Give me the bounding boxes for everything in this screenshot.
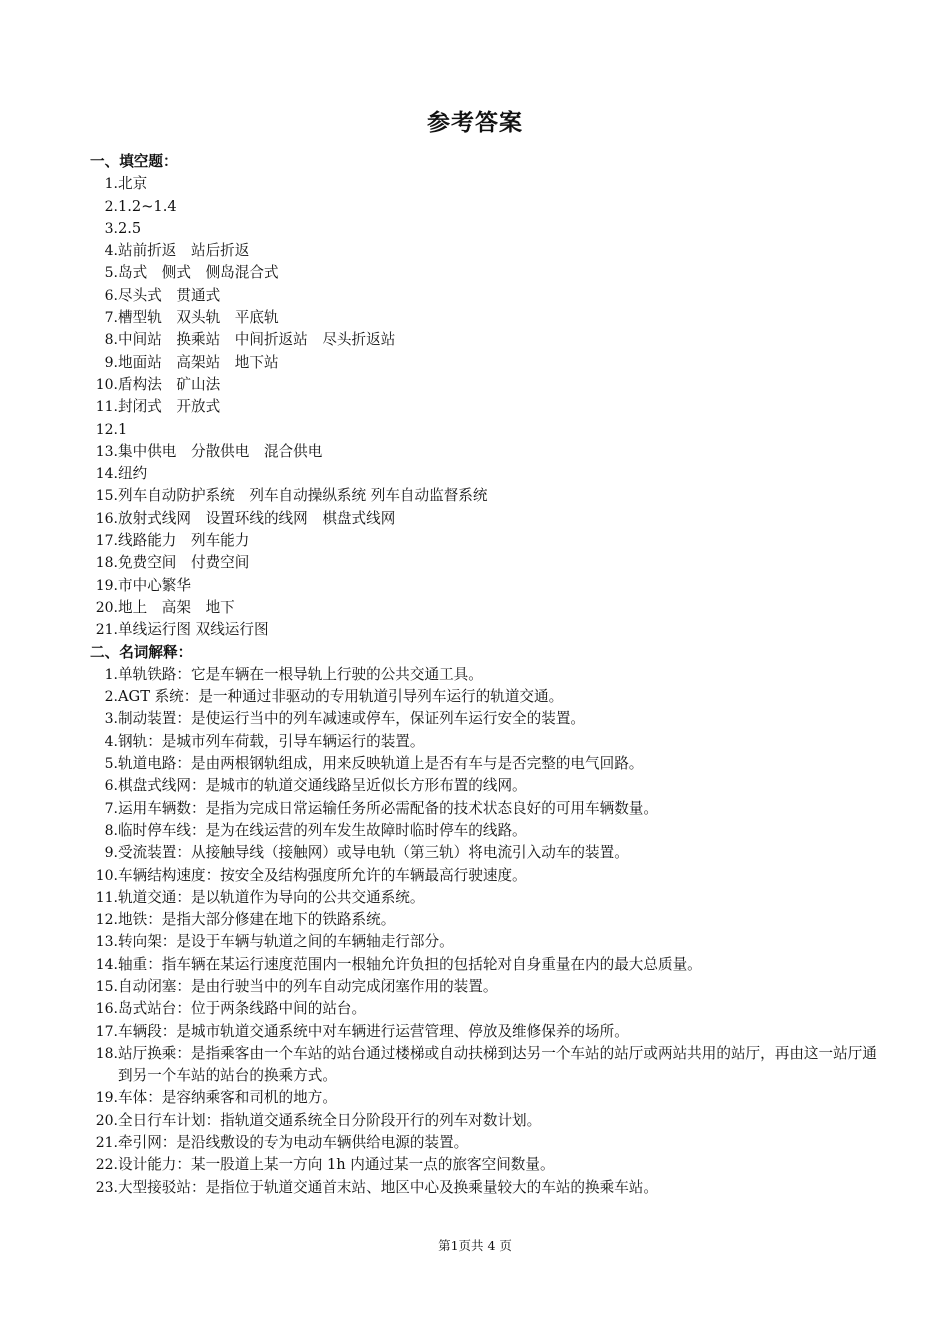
answer-item (90, 530, 880, 552)
item-number: 2. (104, 198, 118, 215)
item-number: 6. (104, 287, 118, 304)
item-text: 2.5 (118, 219, 142, 237)
item-number: 12. (95, 912, 118, 929)
item-number: 5. (104, 265, 118, 282)
item-text: 放射式线网 设置环线的线网 棋盘式线网 (118, 509, 396, 527)
item-number: 4. (104, 733, 118, 750)
item-number: 3. (104, 711, 118, 728)
answer-item (90, 775, 880, 797)
section-heading: 一、填空题： (90, 153, 178, 170)
item-text: 轨道电路：是由两根钢轨组成，用来反映轨道上是否有车与是否完整的电气回路。 (118, 755, 644, 773)
item-number: 17. (95, 1023, 118, 1040)
item-number: 6. (104, 778, 118, 795)
item-text: 站前折返 站后折返 (118, 242, 250, 260)
item-text: 封闭式 开放式 (118, 398, 221, 416)
item-text: 岛式站台：位于两条线路中间的站台。 (118, 1000, 367, 1018)
answer-item (90, 1154, 880, 1176)
item-number: 22. (95, 1157, 118, 1174)
answer-item (90, 842, 880, 864)
item-number: 10. (95, 376, 118, 393)
answer-item (90, 1043, 880, 1088)
item-text: 受流装置：从接触导线（接触网）或导电轨（第三轨）将电流引入动车的装置。 (118, 844, 629, 862)
answer-item (90, 976, 880, 998)
item-text: 单线运行图 双线运行图 (118, 621, 269, 639)
item-number: 21. (95, 622, 118, 639)
item-text: 牵引网：是沿线敷设的专为电动车辆供给电源的装置。 (118, 1134, 469, 1152)
answer-item (90, 1021, 880, 1043)
answer-item (90, 909, 880, 931)
answer-item (90, 1087, 880, 1109)
answer-item (90, 374, 880, 396)
item-number: 8. (104, 332, 118, 349)
item-number: 14. (95, 466, 118, 483)
item-number: 3. (104, 220, 118, 237)
item-number: 7. (104, 800, 118, 817)
answer-item (90, 508, 880, 530)
item-number: 16. (95, 510, 118, 527)
item-number: 7. (104, 310, 118, 327)
item-number: 11. (95, 399, 118, 416)
item-text: 地上 高架 地下 (118, 598, 235, 616)
answer-item (90, 1110, 880, 1132)
item-text: 车辆段：是城市轨道交通系统中对车辆进行运营管理、停放及维修保养的场所。 (118, 1022, 629, 1040)
answer-item (90, 931, 880, 953)
answer-item (90, 240, 880, 262)
item-text: 轨道交通：是以轨道作为导向的公共交通系统。 (118, 888, 425, 906)
answer-item (90, 753, 880, 775)
item-number: 14. (95, 956, 118, 973)
answer-item (90, 597, 880, 619)
answer-item (90, 463, 880, 485)
item-text: 全日行车计划：指轨道交通系统全日分阶段开行的列车对数计划。 (118, 1111, 542, 1129)
item-number: 17. (95, 533, 118, 550)
answer-item (90, 352, 880, 374)
item-number: 13. (95, 934, 118, 951)
item-text: 1.2~1.4 (118, 197, 177, 215)
item-number: 23. (95, 1179, 118, 1196)
answer-item (90, 731, 880, 753)
item-number: 16. (95, 1001, 118, 1018)
answer-item (90, 865, 880, 887)
item-number: 9. (104, 354, 118, 371)
section-heading: 二、名词解释： (90, 643, 193, 661)
item-text: 站厅换乘：是指乘客由一个车站的站台通过楼梯或自动扶梯到达另一个车站的站厅或两站共用的站厅，再由这一站厅通到另一个车站的站台的换乘方式。 (118, 1044, 877, 1085)
item-number: 1. (104, 666, 118, 683)
answer-item (90, 686, 880, 708)
answer-item (90, 485, 880, 507)
answer-item (90, 396, 880, 418)
item-text: AGT 系统：是一种通过非驱动的专用轨道引导列车运行的轨道交通。 (118, 688, 564, 706)
answer-item (90, 998, 880, 1020)
answer-item (90, 307, 880, 329)
answer-item (90, 708, 880, 730)
item-text: 转向架：是设于车辆与轨道之间的车辆轴走行部分。 (118, 933, 454, 951)
item-text: 自动闭塞：是由行驶当中的列车自动完成闭塞作用的装置。 (118, 977, 498, 995)
item-number: 20. (95, 599, 118, 616)
item-number: 19. (95, 577, 118, 594)
answer-item (90, 1177, 880, 1199)
item-text: 单轨铁路：它是车辆在一根导轨上行驶的公共交通工具。 (118, 665, 483, 683)
item-number: 5. (104, 756, 118, 773)
item-text: 运用车辆数：是指为完成日常运输任务所必需配备的技术状态良好的可用车辆数量。 (118, 799, 658, 817)
item-text: 钢轨：是城市列车荷载，引导车辆运行的装置。 (118, 732, 425, 750)
item-number: 8. (104, 822, 118, 839)
item-text: 1 (118, 420, 128, 438)
answer-item (90, 329, 880, 351)
item-number: 1. (104, 176, 118, 193)
answer-item (90, 441, 880, 463)
item-text: 北京 (118, 175, 148, 193)
answer-item (90, 954, 880, 976)
item-number: 12. (95, 421, 118, 438)
item-text: 尽头式 贯通式 (118, 286, 221, 304)
item-number: 20. (95, 1112, 118, 1129)
answer-item (90, 820, 880, 842)
item-text: 盾构法 矿山法 (118, 375, 221, 393)
answer-item (90, 798, 880, 820)
item-number: 18. (95, 555, 118, 572)
answer-item (90, 173, 880, 195)
page-footer: 第1页共 4 页 (438, 1238, 512, 1253)
answer-item (90, 664, 880, 686)
page-title: 参考答案 (427, 110, 523, 136)
item-text: 轴重：指车辆在某运行速度范围内一根轴允许负担的包括轮对自身重量在内的最大总质量。 (118, 955, 702, 973)
item-text: 列车自动防护系统 列车自动操纵系统 列车自动监督系统 (118, 487, 488, 505)
item-number: 18. (95, 1045, 118, 1062)
item-number: 13. (95, 443, 118, 460)
answer-item (90, 419, 880, 441)
item-text: 地铁：是指大部分修建在地下的铁路系统。 (118, 911, 396, 929)
item-number: 9. (104, 845, 118, 862)
item-text: 临时停车线：是为在线运营的列车发生故障时临时停车的线路。 (118, 821, 527, 839)
item-text: 制动装置：是使运行当中的列车减速或停车，保证列车运行安全的装置。 (118, 710, 586, 728)
answer-item (90, 285, 880, 307)
item-text: 设计能力：某一股道上某一方向 1h 内通过某一点的旅客空间数量。 (118, 1156, 555, 1174)
item-number: 21. (95, 1135, 118, 1152)
item-text: 大型接驳站：是指位于轨道交通首末站、地区中心及换乘量较大的车站的换乘车站。 (118, 1178, 658, 1196)
answer-item (90, 218, 880, 240)
answer-item (90, 262, 880, 284)
item-text: 免费空间 付费空间 (118, 554, 250, 572)
item-text: 集中供电 分散供电 混合供电 (118, 442, 323, 460)
answer-item (90, 196, 880, 218)
answer-item (90, 887, 880, 909)
item-number: 19. (95, 1090, 118, 1107)
item-text: 车体：是容纳乘客和司机的地方。 (118, 1089, 337, 1107)
item-number: 15. (95, 978, 118, 995)
item-text: 棋盘式线网：是城市的轨道交通线路呈近似长方形布置的线网。 (118, 777, 527, 795)
item-number: 11. (95, 889, 118, 906)
item-number: 4. (104, 243, 118, 260)
item-text: 槽型轨 双头轨 平底轨 (118, 309, 279, 327)
item-text: 中间站 换乘站 中间折返站 尽头折返站 (118, 331, 396, 349)
answer-content (90, 151, 880, 1199)
item-number: 2. (104, 689, 118, 706)
item-text: 车辆结构速度：按安全及结构强度所允许的车辆最高行驶速度。 (118, 866, 527, 884)
answer-item (90, 575, 880, 597)
item-text: 市中心繁华 (118, 576, 191, 594)
item-text: 线路能力 列车能力 (118, 532, 250, 550)
item-text: 地面站 高架站 地下站 (118, 353, 279, 371)
item-number: 15. (95, 488, 118, 505)
answer-item (90, 1132, 880, 1154)
item-text: 纽约 (118, 465, 148, 483)
answer-item (90, 552, 880, 574)
answer-item (90, 619, 880, 641)
item-number: 10. (95, 867, 118, 884)
item-text: 岛式 侧式 侧岛混合式 (118, 264, 279, 282)
